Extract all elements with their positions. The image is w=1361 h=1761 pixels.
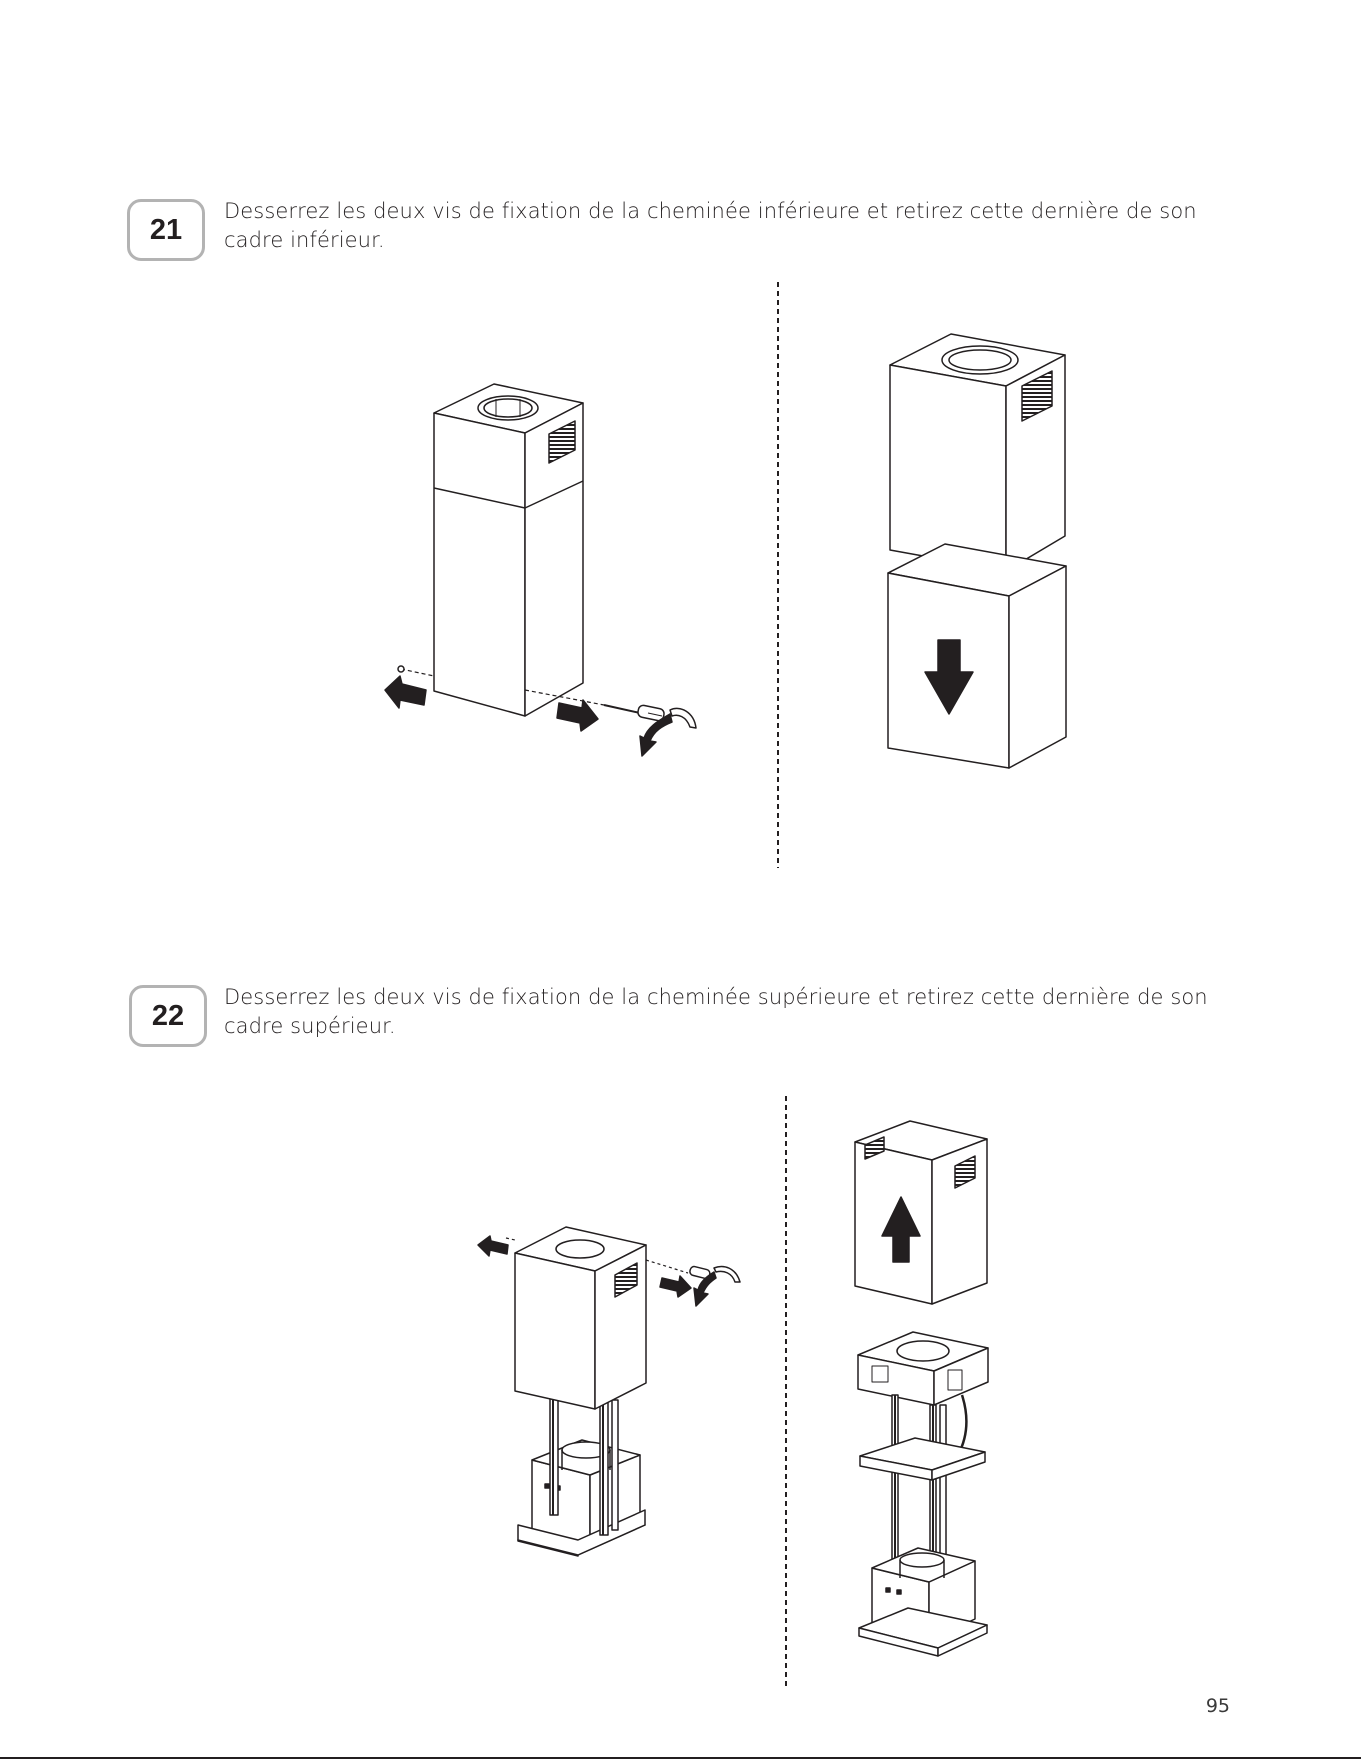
- step-21-chimney-loosen-screws: [385, 384, 696, 756]
- step-number: 22: [151, 999, 185, 1032]
- step-21-lower-chimney-removed: [888, 334, 1066, 768]
- step-number: 21: [149, 213, 183, 246]
- page-number: 95: [1205, 1695, 1230, 1717]
- step-22-upper-chimney-loosen-screws: [478, 1227, 740, 1556]
- step-21-instruction: Desserrez les deux vis de fixation de la cheminée inférieure et retirez cette dernière de son cadre inférieur.: [224, 199, 1197, 252]
- step-22-upper-chimney-removed: [855, 1121, 988, 1656]
- step-22-instruction: Desserrez les deux vis de fixation de la cheminée supérieure et retirez cette dernière de son cadre supérieur.: [224, 985, 1208, 1038]
- bottom-rule: [0, 1757, 1361, 1759]
